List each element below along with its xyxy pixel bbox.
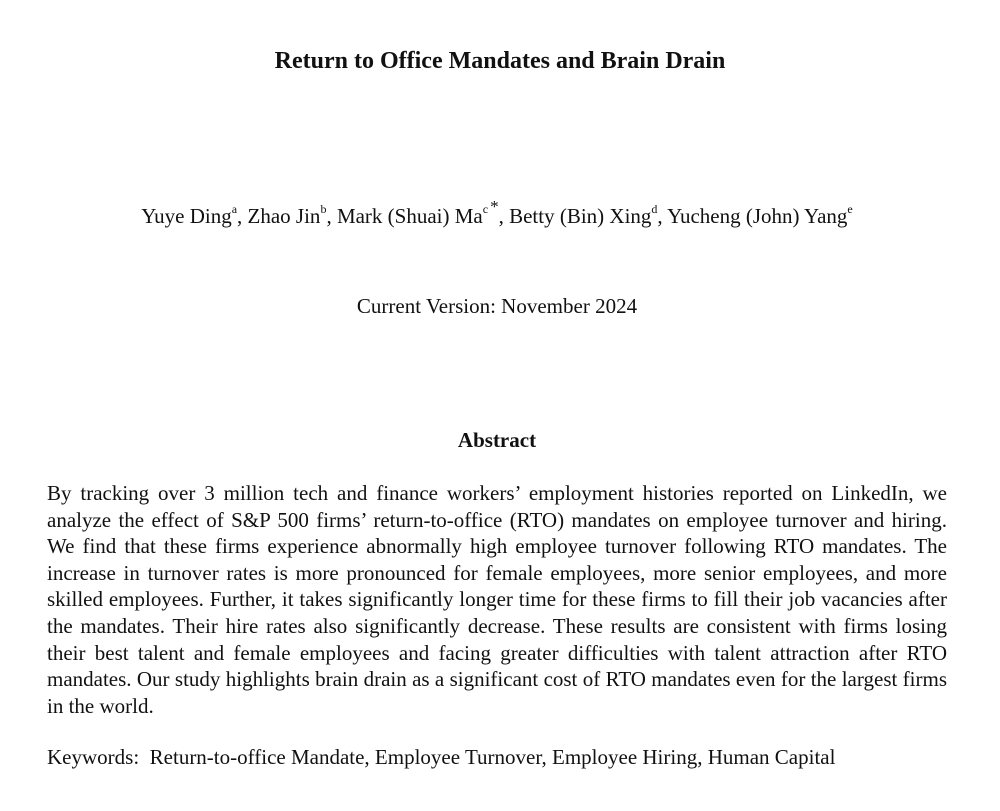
keywords-label: Keywords: xyxy=(47,745,140,769)
author-affiliation: b xyxy=(320,202,327,216)
author-affiliation: c xyxy=(482,202,489,216)
author-separator: , xyxy=(326,204,337,228)
author xyxy=(248,204,337,228)
author-name: Mark (Shuai) Ma xyxy=(336,204,483,228)
author-affiliation: a xyxy=(231,202,238,216)
author xyxy=(667,204,853,228)
author-name: Yuye Ding xyxy=(141,204,232,228)
abstract-heading: Abstract xyxy=(457,428,537,452)
author xyxy=(509,204,667,228)
author-name: Yucheng (John) Yang xyxy=(667,204,848,228)
corresponding-author-mark: * xyxy=(490,197,499,216)
author-affiliation: e xyxy=(847,202,853,216)
author-name: Zhao Jin xyxy=(247,204,321,228)
version-line: Current Version: November 2024 xyxy=(356,294,638,318)
author-separator: , xyxy=(657,204,668,228)
author-separator: , xyxy=(498,204,510,228)
author-separator: , xyxy=(237,204,248,228)
keywords-text: Return-to-office Mandate, Employee Turnover, Employee Hiring, Human Capital xyxy=(149,745,836,769)
keywords-line xyxy=(47,743,947,771)
author-affiliation: d xyxy=(651,202,658,216)
author-list xyxy=(0,197,994,230)
author xyxy=(141,204,247,228)
author-name: Betty (Bin) Xing xyxy=(509,204,652,228)
abstract-text: By tracking over 3 million tech and finance workers’ employment histories reported on LinkedIn, we analyze the effect of S&P 500 firms’ return-to-office (RTO) mandates on employee turnover and hiring. We find that these firms experience abnormally high employee turnover following RTO mandates. The increase in turnover rates is more pronounced for female employees, more senior employees, and more skilled employees. Further, it takes significantly longer time for these firms to fill their job vacancies after the mandates. Their hire rates also significantly decrease. These results are consistent with firms losing their best talent and female employees and facing greater difficulties with talent attraction after RTO mandates. Our study highlights brain drain as a significant cost of RTO mandates even for the largest firms in the world. xyxy=(47,481,947,718)
author xyxy=(336,197,510,228)
paper-title: Return to Office Mandates and Brain Drain xyxy=(274,48,726,74)
